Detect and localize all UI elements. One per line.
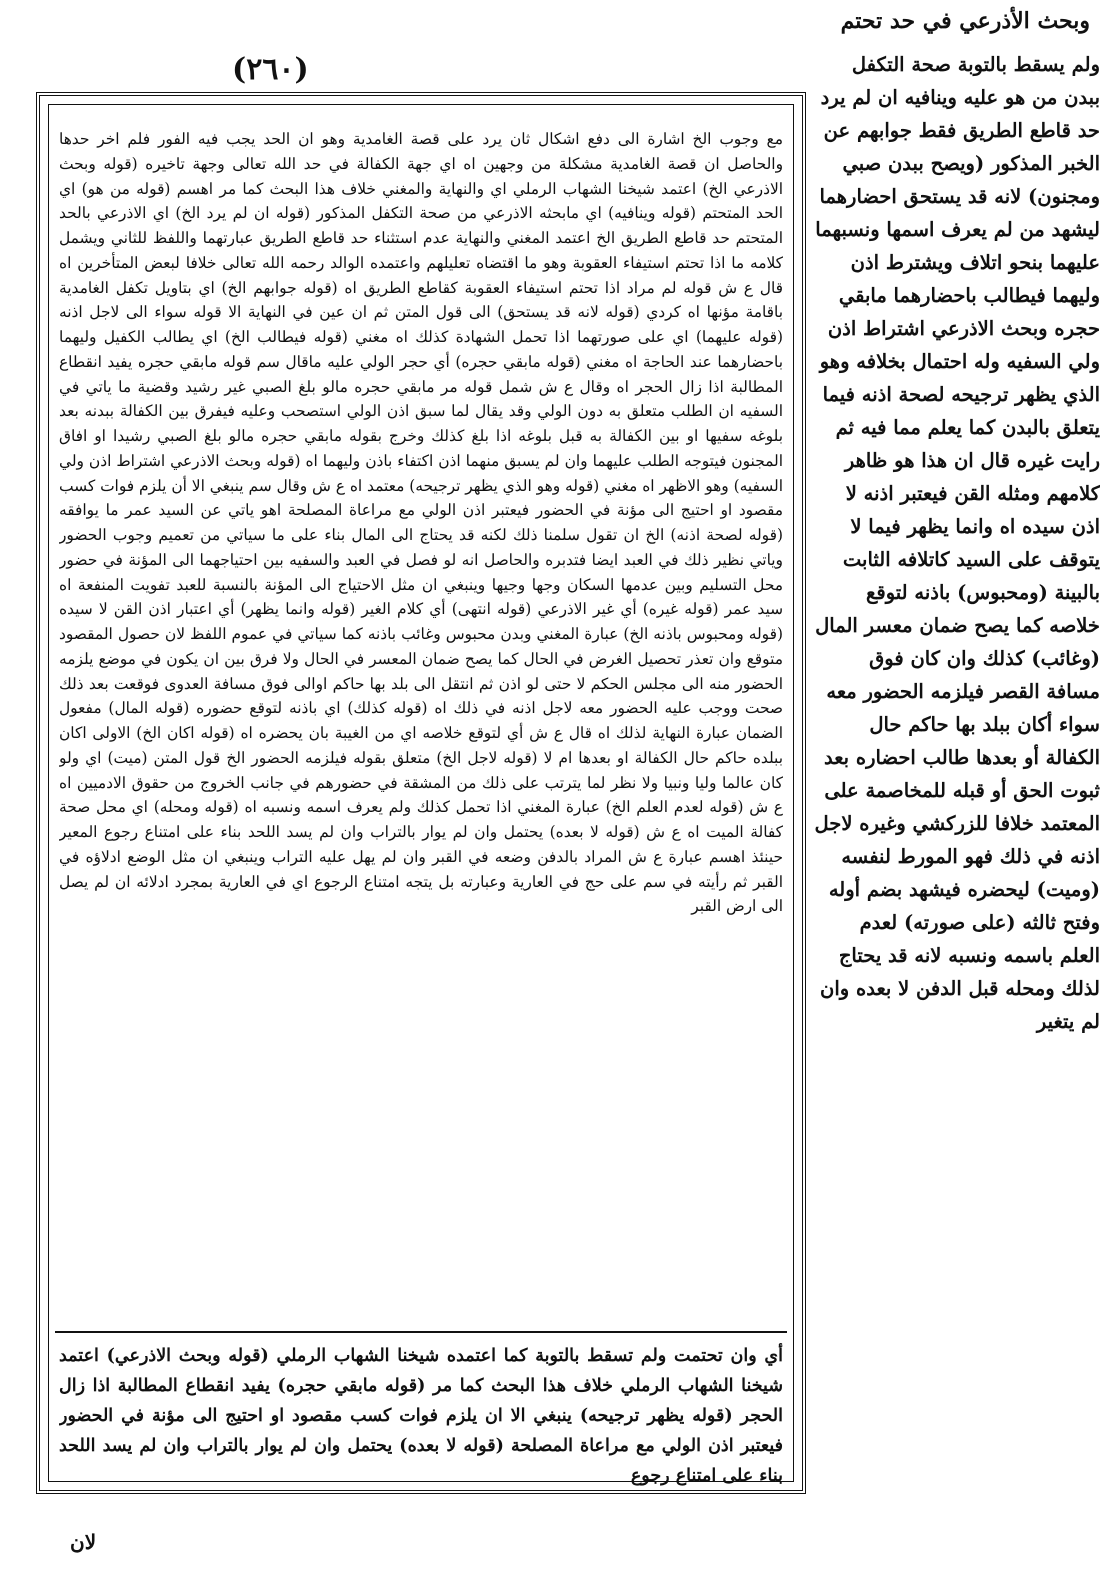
commentary-frame — [36, 92, 806, 1494]
margin-text-column — [814, 48, 1100, 1538]
margin-text: ولم يسقط بالتوبة صحة التكفل ببدن من هو عليه وينافيه ان لم يرد حد قاطع الطريق فقط جوابهم عن الخبر المذكور (ويصح ببدن صبي ومجنون) لانه قد يستحق احضارهما ليشهد من لم يعرف اسمها ونسبهما عليهما بنحو اتلاف ويشترط اذن وليهما فيطالب باحضارهما مابقي حجره وبحث الاذرعي اشتراط اذن ولي السفيه وله احتمال بخلافه وهو الذي يظهر ترجيحه لصحة اذنه فيما يتعلق بالبدن كما يعلم مما فيه ثم رايت غيره قال ان هذا هو ظاهر كلامهم ومثله القن فيعتبر اذنه لا اذن سيده اه وانما يظهر فيما لا يتوقف على السيد كاتلافه الثابت بالبينة (ومحبوس) باذنه لتوقع خلاصه كما يصح ضمان معسر المال (وغائب) كذلك وان كان فوق مسافة القصر فيلزمه الحضور معه سواء أكان ببلد بها حاكم حال الكفالة أو بعدها طالب احضاره بعد ثبوت الحق أو قبله للمخاصمة على المعتمد خلافا للزركشي وغيره لاجل اذنه في ذلك فهو المورط لنفسه (وميت) ليحضره فيشهد بضم أوله وفتح ثالثه (على صورته) لعدم العلم باسمه ونسبه لانه قد يحتاج لذلك ومحله قبل الدفن لا بعده وان لم يتغير — [814, 53, 1100, 1033]
footnote-divider — [55, 1331, 787, 1333]
commentary-inner-border — [48, 104, 794, 1486]
page-number: (٢٦٠) — [232, 52, 309, 87]
commentary-text: مع وجوب الخ اشارة الى دفع اشكال ثان يرد على قصة الغامدية وهو ان الحد يجب فيه الفور فلم اخر حدها والحاصل ان قصة الغامدية مشكلة من وجهين اه اي جهة الكفالة في حد الله تعالى وجهة تاخيره (قوله وبحث الاذرعي الخ) اعتمد شيخنا الشهاب الرملي اي والنهاية والمغني خلاف هذا البحث كما مر اهسم (قوله من هو) اي الحد المتحتم (قوله وينافيه) اي مابحثه الاذرعي من صحة التكفل المذكور (قوله ان لم يرد الخ) اي الاذرعي بالحد المتحتم حد قاطع الطريق الخ اعتمد المغني والنهاية عدم استثناء حد قاطع الطريق عبارتهما واللفظ للثاني ويشمل كلامه ما اذا تحتم استيفاء العقوبة وهو ما اقتضاه تعليلهم واعتمده الوالد رحمه الله تعالى خلافا لبعض المتأخرين اه قال ع ش قوله لم مراد اذا تحتم استيفاء العقوبة كقاطع الطريق اه (قوله جوابهم الخ) اي بتاويل تكفل الغامدية باقامة مؤنها اه كردي (قوله لانه قد يستحق) الى قول المتن ثم ان عين في النهاية الا قوله سواء الى لاجل اذنه (قوله عليهما) اي على صورتهما اذا تحمل الشهادة كذلك اه مغني (قوله فيطالب الخ) اي يطالب الكفيل وليهما باحضارهما عند الحاجة اه مغني (قوله مابقي حجره) أي حجر الولي عليه ماقال سم قوله مابقي حجره يفيد انقطاع المطالبة اذا زال الحجر اه وقال ع ش شمل قوله مر مابقي حجره مالو بلغ الصبي غير رشيد وقضية ما ياتي في السفيه ان الطلب متعلق به دون الولي وقد يقال لما سبق اذن الولي استصحب وعليه فيفرق بين الكفالة ببدنه بعد بلوغه سفيها او بين الكفالة به قبل بلوغه اذا بلغ كذلك وخرج بقوله مابقي حجره مالو بلغ الصبي رشيدا او افاق المجنون فيتوجه الطلب عليهما وان لم يسبق منهما اذن اكتفاء باذن وليهما اه (قوله وبحث الاذرعي اشتراط اذن ولي السفيه) وهو الاظهر اه مغني (قوله وهو الذي يظهر ترجيحه) معتمد اه ع ش وقال سم ينبغي الا أن يلزم فوات كسب مقصود او احتيج الى مؤنة في الحضور فيعتبر اذن الولي مع مراعاة المصلحة اهو ياتي عن السيد عمر ما يوافقه (قوله لصحة اذنه) الخ ان تقول سلمنا ذلك لكنه قد يحتاج الى المال بناء على ما سياتي من تعميم وجوب الحضور وياتي نظير ذلك في العبد ايضا فتدبره والحاصل انه لو فصل في العبد والسفيه بين احتياجهما الى المؤنة في حضور محل التسليم وبين عدمها السكان وجها وجيها وينبغي ان مثل الاحتياج الى المؤنة بالنسبة للعبد تفويت المنفعة اه سيد عمر (قوله غيره) أي غير الاذرعي (قوله انتهى) أي كلام الغير (قوله وانما يظهر) أي اعتبار اذن القن لا سيده (قوله ومحبوس باذنه الخ) عبارة المغني وبدن محبوس وغائب باذنه كما سياتي في عموم اللفظ لان حصول المقصود متوقع وان تعذر تحصيل الغرض في الحال كما يصح ضمان المعسر في الحال ولا فرق بين ان يكون في موضع يلزمه الحضور منه الى مجلس الحكم لا حتى لو اذن ثم انتقل الى بلد بها حاكم اوالى فوق مسافة العدوى فوقعت بعد ذلك صحت ووجب عليه الحضور معه لاجل اذنه في ذلك اه (قوله كذلك) اي باذنه لتوقع حضوره (قوله المال) مفعول الضمان عبارة النهاية لذلك اه قال ع ش أي لتوقع خلاصه اي من الغيبة بان يحضره اه (قوله اكان الخ) الاولى اكان ببلده حاكم حال الكفالة او بعدها ام لا (قوله لاجل الخ) متعلق بقوله فيلزمه الحضور الخ قول المتن (ميت) اي ولو كان عالما وليا ونبيا ولا نظر لما يترتب على ذلك من المشقة في حضورهم في جانب الخروج من حقوق الادميين اه ع ش (قوله لعدم العلم الخ) عبارة المغني اذا تحمل كذلك ولم يعرف اسمه ونسبه اه (قوله ومحله) اي محل صحة كفالة الميت اه ع ش (قوله لا بعده) يحتمل وان لم يوار بالتراب وان لم يسد اللحد بناء على امتناع رجوع المعير حينئذ اهسم عبارة ع ش المراد بالدفن وضعه في القبر وان لم يهل عليه التراب وينبغي ان مثل الوضع ادلاؤه في القبر ثم رأيته في سم على حج في العارية وعبارته بل يتجه امتناع الرجوع اي في العارية بمجرد ادلائه ان لم يصل الى ارض القبر — [59, 130, 783, 916]
footnote-text: أي وان تحتمت ولم تسقط بالتوبة كما اعتمده شيخنا الشهاب الرملي (قوله وبحث الاذرعي) اعتمد شيخنا الشهاب الرملي خلاف هذا البحث كما مر (قوله مابقي حجره) يفيد انقطاع المطالبة اذا زال الحجر (قوله يظهر ترجيحه) ينبغي الا ان يلزم فوات كسب مقصود او احتيج الى مؤنة في الحضور فيعتبر اذن الولي مع مراعاة المصلحة (قوله لا بعده) يحتمل وان لم يوار بالتراب وان لم يسد اللحد بناء على امتناع رجوع — [59, 1346, 783, 1486]
commentary-body — [59, 127, 783, 1319]
running-head: وبحث الأذرعي في حد تحتم — [840, 8, 1090, 34]
footnote-block — [59, 1341, 783, 1491]
catchword: لان — [70, 1530, 97, 1554]
